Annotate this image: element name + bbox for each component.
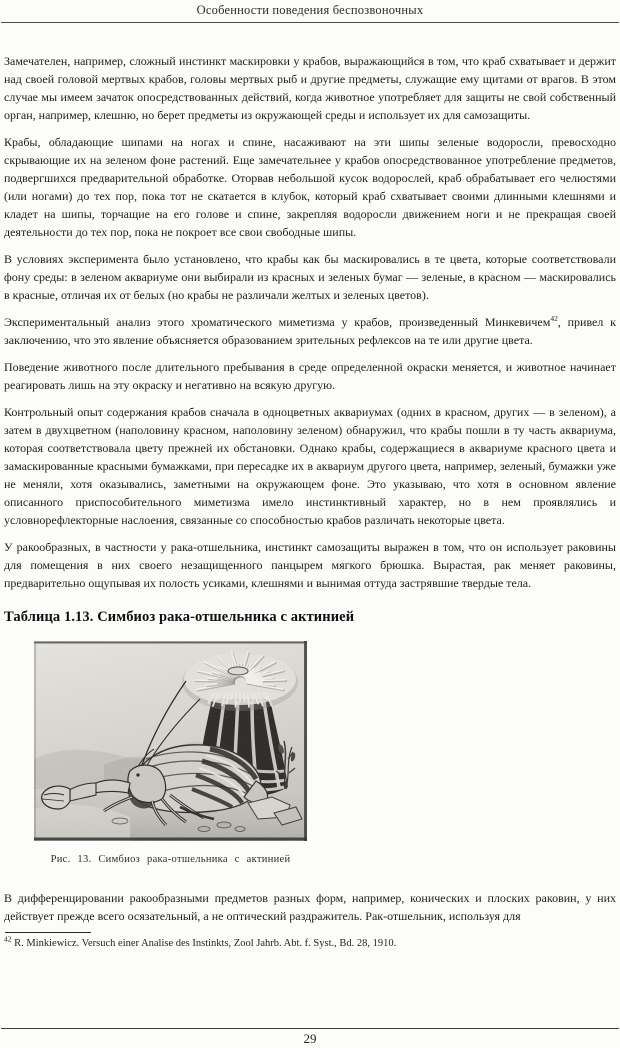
paragraph-with-footnote-ref (4, 313, 616, 349)
page-content (0, 52, 620, 951)
header-rule (1, 22, 619, 23)
paragraph: Поведение животного после длительного пребывания в среде определенной окраски меняется, и животное начинает реагировать лишь на эту окраску и негативно на всякую другую. (4, 360, 616, 392)
footnote-citation: R. Minkiewicz. Versuch einer Analise des Instinkts, Zool Jahrb. Abt. f. Syst., Bd. 28, 1910. (14, 938, 397, 949)
footnote (4, 932, 616, 951)
footnote-marker: 42 (4, 934, 12, 944)
paragraph: Замечателен, например, сложный инстинкт маскировки у крабов, выражающийся в том, что краб схватывает и держит над своей головой мертвых крабов, головы мертвых рыб и другие предметы, служащие ему щитами от врагов. В этом случае мы имеем зачаток опосредствованных действий, когда животное употребляет для защиты не свой собственный орган, например, клешню, но берет предметы из окружающей среды и использует их для самозащиты. (4, 54, 616, 122)
page-footer (0, 1028, 620, 1047)
scan-grain-overlay (34, 641, 307, 841)
paragraph: В дифференцировании ракообразными предметов разных форм, например, конических и плоских раковин, у них действует прежде всего осязательный, а не оптический раздражитель. Рак-отшельник, используя для (4, 891, 616, 923)
paragraph: Крабы, обладающие шипами на ногах и спине, насаживают на эти шипы зеленые водоросли, превосходно скрывающие их на зеленом фоне растений. Еще замечательнее у крабов опосредствованное употребление предметов, подвергшихся предварительной обработке. Оторвав небольшой кусок водорослей, краб обрабатывает его челюстями (или ногами) до тех пор, пока тот не скатается в клубок, который краб схватывает своими длинными клешнями и кладет на шипы, торчащие на его голове и спине, закрепляя водоросли движением ноги и не прекращая своей деятельности до тех пор, пока не покроет все свои свободные шипы. (4, 135, 616, 239)
footnote-reference: 42 (550, 314, 558, 323)
footnote-rule (5, 932, 91, 933)
paragraph: У ракообразных, в частности у рака-отшельника, инстинкт самозащиты выражен в том, что он использует раковины для помещения в них своего незащищенного панцырем мягкого брюшка. Вырастая, рак меняет раковины, предварительно ощупывая их полость усиками, клешнями и вынимая оттуда застрявшие твердые тела. (4, 540, 616, 590)
running-header-title: Особенности поведения беспозвоночных (196, 3, 424, 17)
paragraph: Контрольный опыт содержания крабов сначала в одноцветных аквариумах (одних в красном, других — в зеленом), а затем в двухцветном (наполовину красном, наполовину зеленом) обнаружил, что крабы пошли в ту часть аквариума, которая соответствовала цвету прежней их обстановки. Однако крабы, содержащиеся в аквариуме красного цвета и замаскированные красными бумажками, при пересадке их в аквариум другого цвета, например, зеленый, бумажки уже не меняли, хотя оказывались, заметными на окружающем фоне. Это указываю, что хотя в основном явление описанного приспособительного миметизма имело инстинктивный характер, но в нем проявлялись и условнорефлекторные наслоения, связанные со способностью крабов различать некоторые цвета. (4, 405, 616, 527)
paragraph: В условиях эксперимента было установлено, что крабы как бы маскировались в те цвета, которые соответствовали фону среды: в зеленом аквариуме они выбирали из красных и зеленых бумаг — зеленые, в красном — маскировались в красные, отличая их от белых (но крабы не различали желтых и зеленых цветов). (4, 252, 616, 302)
footer-rule (1, 1028, 619, 1029)
paragraph-text: Экспериментальный анализ этого хроматического миметизма у крабов, произведенный Минкевичем (4, 315, 551, 329)
figure-caption: Рис. 13. Симбиоз рака-отшельника с актинией (50, 854, 291, 865)
figure-illustration (34, 641, 307, 841)
figure-block (34, 641, 307, 865)
page-number: 29 (303, 1031, 317, 1046)
section-heading: Таблица 1.13. Симбиоз рака-отшельника с актинией (4, 609, 355, 625)
footnote-text (4, 934, 616, 951)
running-header (0, 0, 620, 23)
paragraph-text: , привел к заключению, что это явление объясняется образованием зрительных рефлексов на те или другие цвета. (4, 315, 616, 347)
